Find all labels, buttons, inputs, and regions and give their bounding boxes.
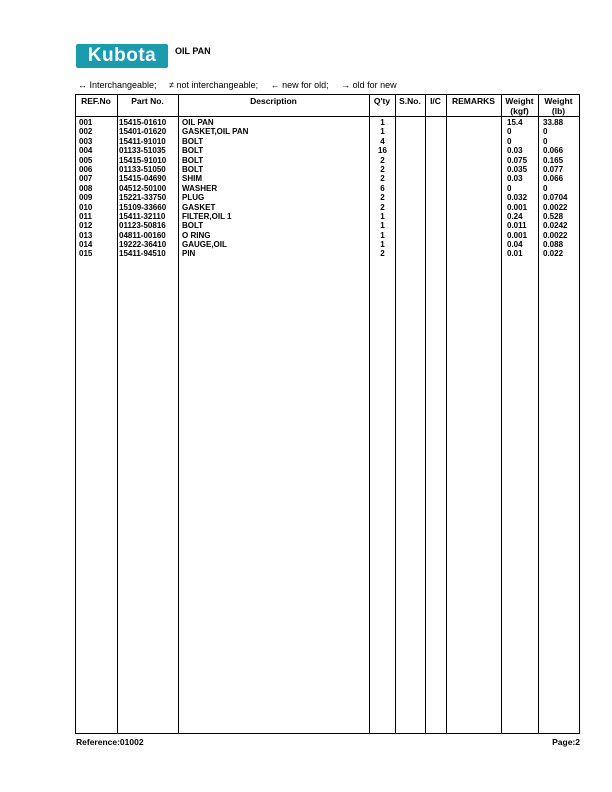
table-bottom-border	[75, 733, 580, 734]
weight-kgf: 0.001	[507, 202, 528, 212]
kubota-logo: Kubota	[76, 44, 168, 68]
parts-table-body	[0, 118, 612, 259]
description: FILTER,OIL 1	[182, 211, 232, 221]
quantity: 2	[380, 174, 385, 184]
header-serial-no: S.No.	[399, 96, 421, 106]
weight-lb: 0.0022	[543, 202, 568, 212]
ref-no: 001	[79, 118, 93, 127]
weight-lb: 0	[543, 136, 548, 146]
description: PLUG	[182, 193, 205, 203]
part-no: 15221-33750	[119, 193, 167, 203]
table-row	[0, 127, 612, 136]
ref-no: 015	[79, 249, 93, 259]
weight-lb: 0.165	[543, 155, 564, 165]
ref-no: 002	[79, 127, 93, 137]
weight-kgf: 0.032	[507, 193, 528, 203]
ref-no: 004	[79, 146, 93, 156]
weight-kgf: 0	[507, 183, 512, 193]
weight-lb: 0.088	[543, 240, 564, 250]
header-part-no: Part No.	[131, 96, 164, 106]
description: OIL PAN	[182, 118, 214, 127]
weight-kgf: 0.075	[507, 155, 528, 165]
quantity: 1	[380, 221, 385, 231]
table-row	[0, 221, 612, 230]
part-no: 04512-50100	[119, 183, 167, 193]
quantity: 2	[380, 202, 385, 212]
table-row	[0, 240, 612, 249]
ref-no: 006	[79, 164, 93, 174]
quantity: 1	[380, 240, 385, 250]
weight-lb: 33.88	[543, 118, 564, 127]
part-no: 01133-51035	[119, 146, 166, 156]
quantity: 6	[380, 183, 385, 193]
weight-kgf: 0.03	[507, 174, 523, 184]
quantity: 4	[380, 136, 385, 146]
ref-no: 013	[79, 230, 93, 240]
weight-kgf: 0.01	[507, 249, 523, 259]
part-no: 15401-01620	[119, 127, 167, 137]
weight-kgf: 0.011	[507, 221, 527, 231]
header-remarks: REMARKS	[452, 96, 495, 106]
table-row	[0, 165, 612, 174]
weight-kgf: 0.03	[507, 146, 523, 156]
table-row	[0, 137, 612, 146]
weight-lb: 0.0704	[543, 193, 568, 203]
interchangeability-legend	[78, 80, 407, 90]
quantity: 2	[380, 155, 385, 165]
part-no: 15411-32110	[119, 211, 166, 221]
description: SHIM	[182, 174, 202, 184]
weight-lb: 0.528	[543, 211, 564, 221]
weight-kgf: 0.035	[507, 164, 528, 174]
part-no: 19222-36410	[119, 240, 167, 250]
ref-no: 012	[79, 221, 93, 231]
description: BOLT	[182, 146, 204, 156]
description: GASKET,OIL PAN	[182, 127, 249, 137]
description: GAUGE,OIL	[182, 240, 227, 250]
weight-lb: 0	[543, 183, 548, 193]
quantity: 2	[380, 193, 385, 203]
description: PIN	[182, 249, 196, 259]
weight-lb: 0.022	[543, 249, 564, 259]
table-row	[0, 231, 612, 240]
part-no: 01123-50816	[119, 221, 166, 231]
table-top-border	[75, 94, 580, 95]
ref-no: 009	[79, 193, 93, 203]
header-ref-no: REF.No	[81, 96, 111, 106]
legend-interchangeable: ↔ Interchangeable;	[78, 80, 157, 90]
weight-lb: 0.066	[543, 174, 564, 184]
ref-no: 003	[79, 136, 93, 146]
weight-lb: 0	[543, 127, 548, 137]
description: BOLT	[182, 155, 204, 165]
ref-no: 008	[79, 183, 93, 193]
weight-lb: 0.0022	[543, 230, 568, 240]
table-row	[0, 184, 612, 193]
description: BOLT	[182, 136, 204, 146]
part-no: 15109-33660	[119, 202, 167, 212]
table-row	[0, 146, 612, 155]
table-row	[0, 249, 612, 258]
quantity: 2	[380, 164, 385, 174]
description: GASKET	[182, 202, 216, 212]
description: BOLT	[182, 221, 204, 231]
page-number: Page:2	[552, 737, 580, 747]
header-quantity: Q'ty	[373, 96, 391, 106]
ref-no: 010	[79, 202, 93, 212]
legend-not-interchangeable: ≠ not interchangeable;	[169, 80, 259, 90]
quantity: 1	[380, 127, 385, 137]
legend-old-for-new: → old for new	[341, 80, 397, 90]
header-weight-lb: Weight (lb)	[544, 96, 573, 116]
header-ic: I/C	[430, 96, 441, 106]
ref-no: 011	[79, 211, 92, 221]
table-row	[0, 156, 612, 165]
weight-kgf: 0	[507, 136, 512, 146]
part-no: 15415-01610	[119, 118, 167, 127]
part-no: 15415-91010	[119, 155, 167, 165]
table-row	[0, 212, 612, 221]
ref-no: 014	[79, 240, 93, 250]
weight-kgf: 15.4	[507, 118, 523, 127]
weight-lb: 0.066	[543, 146, 564, 156]
reference-number: Reference:01002	[76, 737, 144, 747]
page-title: OIL PAN	[175, 46, 211, 56]
quantity: 1	[380, 230, 385, 240]
table-row	[0, 193, 612, 202]
quantity: 16	[378, 146, 387, 156]
description: O RING	[182, 230, 211, 240]
part-no: 01133-51050	[119, 164, 166, 174]
weight-kgf: 0.04	[507, 240, 523, 250]
table-row	[0, 174, 612, 183]
part-no: 15415-04690	[119, 174, 167, 184]
weight-kgf: 0	[507, 127, 512, 137]
table-header-border	[75, 116, 580, 117]
part-no: 15411-94510	[119, 249, 166, 259]
weight-kgf: 0.001	[507, 230, 528, 240]
quantity: 2	[380, 249, 385, 259]
quantity: 1	[380, 118, 385, 127]
table-row	[0, 203, 612, 212]
table-row	[0, 118, 612, 127]
header-description: Description	[250, 96, 297, 106]
ref-no: 005	[79, 155, 93, 165]
weight-kgf: 0.24	[507, 211, 523, 221]
description: WASHER	[182, 183, 218, 193]
legend-new-for-old: ← new for old;	[270, 80, 329, 90]
part-no: 04811-00160	[119, 230, 166, 240]
description: BOLT	[182, 164, 204, 174]
weight-lb: 0.0242	[543, 221, 568, 231]
weight-lb: 0.077	[543, 164, 564, 174]
header-weight-kgf: Weight (kgf)	[505, 96, 534, 116]
ref-no: 007	[79, 174, 93, 184]
part-no: 15411-91010	[119, 136, 166, 146]
quantity: 1	[380, 211, 385, 221]
